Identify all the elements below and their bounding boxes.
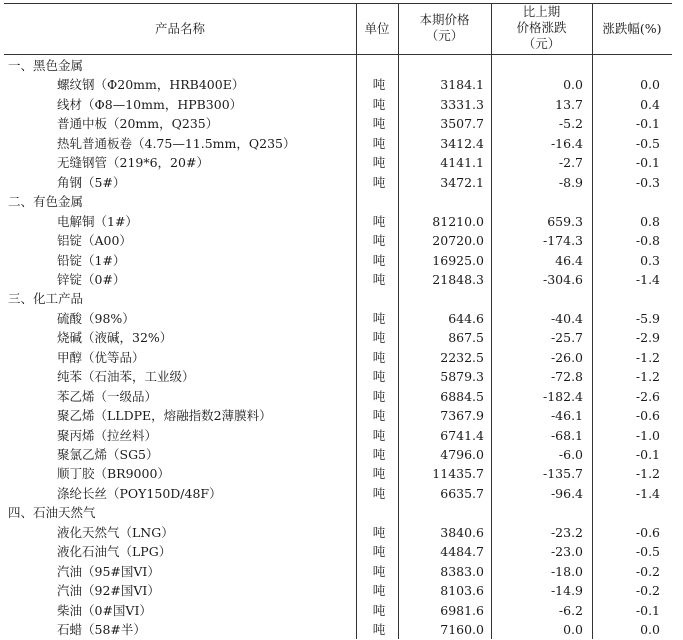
table-row	[4, 426, 672, 446]
unit-cell: 吨	[372, 116, 386, 132]
unit-cell: 吨	[372, 77, 386, 93]
unit-cell: 吨	[372, 135, 386, 151]
price-cell: 21848.3	[432, 271, 484, 287]
product-name: 纯苯（石油苯，工业级）	[57, 369, 195, 385]
change-cell: -304.6	[542, 271, 583, 287]
product-name: 甲醇（优等品）	[57, 349, 145, 365]
pct-cell: -1.0	[635, 427, 660, 443]
price-cell: 3507.7	[440, 116, 484, 132]
table-row	[4, 562, 672, 582]
table-row	[4, 309, 672, 329]
table-row	[4, 484, 672, 504]
price-cell: 5879.3	[440, 369, 484, 385]
table-row	[4, 173, 672, 193]
unit-cell: 吨	[372, 252, 386, 268]
table-row	[4, 367, 672, 387]
unit-cell: 吨	[372, 96, 386, 112]
product-name: 线材（Φ8—10mm，HPB300）	[57, 96, 243, 112]
price-cell: 3840.6	[440, 524, 484, 540]
pct-cell: -0.2	[635, 583, 660, 599]
pct-cell: -0.1	[635, 155, 660, 171]
product-name: 液化天然气（LNG）	[57, 524, 174, 540]
unit-cell: 吨	[372, 524, 386, 540]
change-cell: -96.4	[550, 485, 583, 501]
pct-cell: 0.8	[640, 213, 660, 229]
table-row	[4, 542, 672, 562]
unit-cell: 吨	[372, 213, 386, 229]
category-row	[4, 289, 672, 309]
unit-cell: 吨	[372, 427, 386, 443]
table-row	[4, 406, 672, 426]
table-row	[4, 387, 672, 407]
price-cell: 6635.7	[440, 485, 484, 501]
pct-cell: -0.1	[635, 116, 660, 132]
change-cell: -46.1	[550, 408, 583, 424]
change-cell: -135.7	[542, 466, 583, 482]
product-name: 铝锭（A00）	[57, 233, 132, 249]
table-row	[4, 75, 672, 95]
header-change-line1: 比上期	[522, 4, 561, 19]
change-cell: -40.4	[550, 310, 583, 326]
product-name: 顺丁胶（BR9000）	[57, 466, 170, 482]
change-cell: 0.0	[563, 622, 583, 638]
price-cell: 4796.0	[440, 447, 484, 462]
unit-cell: 吨	[372, 388, 386, 404]
change-cell: -16.4	[550, 135, 583, 151]
category-row	[4, 503, 672, 523]
product-name: 铅锭（1#）	[57, 252, 126, 268]
price-cell: 11435.7	[432, 466, 484, 482]
header-price-line2: （元）	[425, 28, 464, 43]
product-name: 锌锭（0#）	[57, 271, 126, 287]
table-row	[4, 581, 672, 601]
category-row	[4, 192, 672, 212]
unit-cell: 吨	[372, 466, 386, 482]
unit-cell: 吨	[372, 369, 386, 385]
pct-cell: -0.2	[635, 563, 660, 579]
product-name: 烧碱（液碱，32%）	[57, 330, 173, 346]
table-row	[4, 153, 672, 173]
price-cell: 81210.0	[432, 213, 484, 229]
change-cell: -23.0	[550, 544, 583, 560]
pct-cell: -2.9	[635, 330, 660, 346]
pct-cell: -0.1	[635, 447, 660, 462]
change-cell: -14.9	[550, 583, 583, 599]
product-name: 汽油（92#国VI）	[57, 583, 160, 599]
table-row	[4, 464, 672, 484]
change-cell: -2.7	[558, 155, 583, 171]
change-cell: -6.0	[558, 447, 583, 462]
product-name: 石蜡（58#半）	[57, 622, 146, 638]
change-cell: 659.3	[547, 213, 583, 229]
price-cell: 867.5	[448, 330, 484, 346]
product-name: 苯乙烯（一级品）	[57, 388, 158, 404]
price-cell: 6981.6	[440, 602, 484, 618]
category-name: 三、化工产品	[8, 291, 84, 307]
table-row	[4, 95, 672, 115]
pct-cell: -1.2	[635, 466, 660, 482]
product-name: 柴油（0#国VI）	[57, 602, 152, 618]
price-cell: 2232.5	[440, 349, 484, 365]
price-cell: 8103.6	[440, 583, 484, 599]
unit-cell: 吨	[372, 174, 386, 190]
price-cell: 7367.9	[440, 408, 484, 424]
price-cell: 4141.1	[440, 155, 484, 171]
header-bottom-rule	[4, 54, 672, 55]
change-cell: -26.0	[550, 349, 583, 365]
price-cell: 3412.4	[440, 135, 484, 151]
change-cell: -68.1	[550, 427, 583, 443]
table-row	[4, 523, 672, 543]
product-name: 螺纹钢（Φ20mm，HRB400E）	[57, 77, 245, 93]
price-cell: 644.6	[448, 310, 484, 326]
header-change-line2: 价格涨跌	[516, 20, 567, 35]
product-name: 聚丙烯（拉丝料）	[57, 427, 158, 443]
product-name: 电解铜（1#）	[57, 213, 138, 229]
pct-cell: -0.6	[635, 524, 660, 540]
pct-cell: -5.9	[635, 310, 660, 326]
pct-cell: -0.5	[635, 544, 660, 560]
table-row	[4, 231, 672, 251]
product-name: 普通中板（20mm，Q235）	[57, 116, 219, 132]
table-row	[4, 212, 672, 232]
unit-cell: 吨	[372, 330, 386, 346]
change-cell: -5.2	[558, 116, 583, 132]
pct-cell: 0.4	[640, 96, 660, 112]
pct-cell: -0.6	[635, 408, 660, 424]
header-change	[491, 4, 592, 52]
pct-cell: 0.3	[640, 252, 660, 268]
pct-cell: -0.8	[635, 233, 660, 249]
pct-cell: -1.2	[635, 349, 660, 365]
table-row	[4, 134, 672, 154]
price-cell: 4484.7	[440, 544, 484, 560]
unit-cell: 吨	[372, 408, 386, 424]
unit-cell: 吨	[372, 622, 386, 638]
table-row	[4, 445, 672, 465]
change-cell: 13.7	[555, 96, 583, 112]
table-row	[4, 270, 672, 290]
product-name: 涤纶长丝（POY150D/48F）	[57, 485, 222, 501]
header-price-line1: 本期价格	[419, 12, 470, 27]
table-row	[4, 114, 672, 134]
pct-cell: -0.3	[635, 174, 660, 190]
pct-cell: -1.4	[635, 271, 660, 287]
change-cell: -182.4	[542, 388, 583, 404]
pct-cell: -0.1	[635, 602, 660, 618]
unit-cell: 吨	[372, 583, 386, 599]
category-name: 二、有色金属	[8, 194, 84, 210]
category-name: 四、石油天然气	[8, 505, 96, 521]
change-cell: -72.8	[550, 369, 583, 385]
header-price	[398, 12, 491, 44]
change-cell: -6.2	[558, 602, 583, 618]
unit-cell: 吨	[372, 349, 386, 365]
category-row	[4, 56, 672, 76]
unit-cell: 吨	[372, 602, 386, 618]
table-row	[4, 601, 672, 621]
price-cell: 6884.5	[440, 388, 484, 404]
change-cell: -18.0	[550, 563, 583, 579]
product-name: 聚氯乙烯（SG5）	[57, 447, 159, 462]
product-name: 硫酸（98%）	[57, 310, 135, 326]
price-cell: 7160.0	[440, 622, 484, 638]
change-cell: -25.7	[550, 330, 583, 346]
price-cell: 3331.3	[440, 96, 484, 112]
change-cell: 0.0	[563, 77, 583, 93]
pct-cell: 0.0	[640, 622, 660, 638]
price-cell: 3184.1	[440, 77, 484, 93]
product-name: 无缝钢管（219*6，20#）	[57, 155, 209, 171]
unit-cell: 吨	[372, 233, 386, 249]
product-name: 热轧普通板卷（4.75—11.5mm，Q235）	[57, 135, 296, 151]
table-row	[4, 251, 672, 271]
price-cell: 20720.0	[432, 233, 484, 249]
table-row	[4, 348, 672, 368]
change-cell: -174.3	[542, 233, 583, 249]
price-cell: 8383.0	[440, 563, 484, 579]
price-cell: 16925.0	[432, 252, 484, 268]
header-product-name: 产品名称	[154, 21, 205, 36]
unit-cell: 吨	[372, 155, 386, 171]
unit-cell: 吨	[372, 271, 386, 287]
pct-cell: 0.0	[640, 77, 660, 93]
change-cell: -8.9	[558, 174, 583, 190]
table-row	[4, 620, 672, 640]
table-row	[4, 328, 672, 348]
product-name: 聚乙烯（LLDPE，熔融指数2薄膜料）	[57, 408, 272, 424]
product-name: 液化石油气（LPG）	[57, 544, 172, 560]
change-cell: -23.2	[550, 524, 583, 540]
unit-cell: 吨	[372, 544, 386, 560]
category-name: 一、黑色金属	[8, 58, 84, 73]
change-cell: 46.4	[555, 252, 583, 268]
pct-cell: -1.2	[635, 369, 660, 385]
unit-cell: 吨	[372, 485, 386, 501]
pct-cell: -1.4	[635, 485, 660, 501]
unit-cell: 吨	[372, 563, 386, 579]
unit-cell: 吨	[372, 310, 386, 326]
pct-cell: -0.5	[635, 135, 660, 151]
pct-cell: -2.6	[635, 388, 660, 404]
price-cell: 3472.1	[440, 174, 484, 190]
header-pct: 涨跌幅(%)	[602, 21, 662, 36]
header-unit: 单位	[364, 21, 390, 36]
product-name: 汽油（95#国VI）	[57, 563, 160, 579]
price-cell: 6741.4	[440, 427, 484, 443]
header-change-line3: （元）	[522, 36, 561, 51]
unit-cell: 吨	[372, 447, 386, 462]
product-name: 角钢（5#）	[57, 174, 126, 190]
